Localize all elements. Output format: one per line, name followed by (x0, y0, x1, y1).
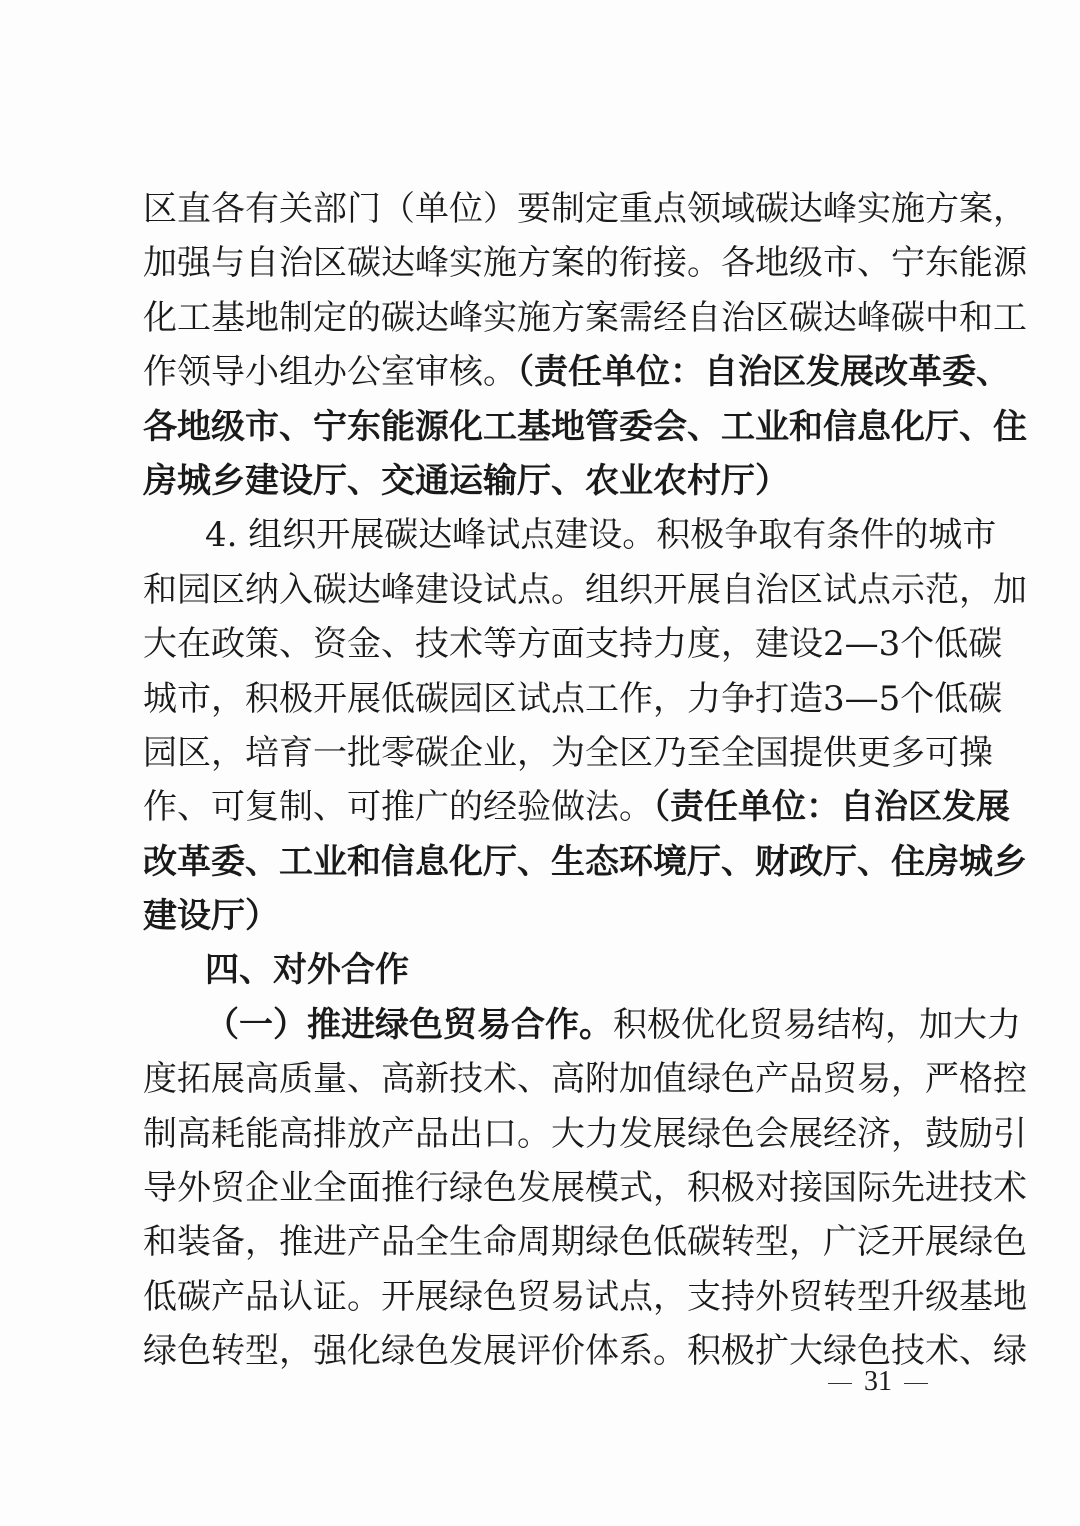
text-line: 绿色转型，强化绿色发展评价体系。积极扩大绿色技术、绿 (143, 1331, 1027, 1372)
text-line: 加强与自治区碳达峰实施方案的衔接。各地级市、宁东能源 (143, 243, 1027, 284)
text-line (143, 345, 1010, 399)
text-line: 和园区纳入碳达峰建设试点。组织开展自治区试点示范，加 (143, 569, 1027, 610)
dash-right (904, 1383, 928, 1384)
page-number (816, 1366, 940, 1398)
dash-left (828, 1383, 852, 1384)
text-line: 各地级市、宁东能源化工基地管委会、工业和信息化厅、住 (143, 406, 1027, 447)
text-line: 城市，积极开展低碳园区试点工作，力争打造3—5个低碳 (143, 678, 1003, 719)
text-line: 和装备，推进产品全生命周期绿色低碳转型，广泛开展绿色 (143, 1222, 1027, 1263)
text-line: 建设厅） (143, 896, 279, 937)
text-line: 区直各有关部门（单位）要制定重点领域碳达峰实施方案， (143, 189, 1027, 229)
text-line: 4. 组织开展碳达峰试点建设。积极争取有条件的城市 (205, 515, 997, 556)
text-line (143, 998, 1021, 1052)
text-line: 化工基地制定的碳达峰实施方案需经自治区碳达峰碳中和工 (143, 297, 1027, 338)
text-line: 大在政策、资金、技术等方面支持力度，建设2—3个低碳 (143, 624, 1003, 665)
subsection-title: （一）推进绿色贸易合作。 (205, 1004, 613, 1045)
text-line: 房城乡建设厅、交通运输厅、农业农村厅） (143, 460, 789, 501)
text-run: 作、可复制、可推广的经验做法。 (143, 787, 653, 828)
text-line: 制高耗能高排放产品出口。大力发展绿色会展经济，鼓励引 (143, 1113, 1027, 1154)
responsibility-note: （责任单位：自治区发展 (653, 787, 1010, 828)
text-line (143, 780, 1010, 834)
responsibility-note: （责任单位：自治区发展改革委、 (517, 352, 1010, 393)
section-heading: 四、对外合作 (205, 950, 409, 991)
body-text (143, 182, 1027, 1379)
text-run: 积极优化贸易结构，加大力 (613, 1004, 1021, 1045)
text-line: 度拓展高质量、高新技术、高附加值绿色产品贸易，严格控 (143, 1059, 1027, 1100)
text-line: 低碳产品认证。开展绿色贸易试点，支持外贸转型升级基地 (143, 1276, 1027, 1317)
page-number-value: 31 (864, 1366, 892, 1397)
text-line: 导外贸企业全面推行绿色发展模式，积极对接国际先进技术 (143, 1168, 1027, 1209)
text-line: 园区，培育一批零碳企业，为全区乃至全国提供更多可操 (143, 732, 993, 773)
text-run: 作领导小组办公室审核。 (143, 352, 517, 393)
text-line: 改革委、工业和信息化厅、生态环境厅、财政厅、住房城乡 (143, 841, 1027, 882)
